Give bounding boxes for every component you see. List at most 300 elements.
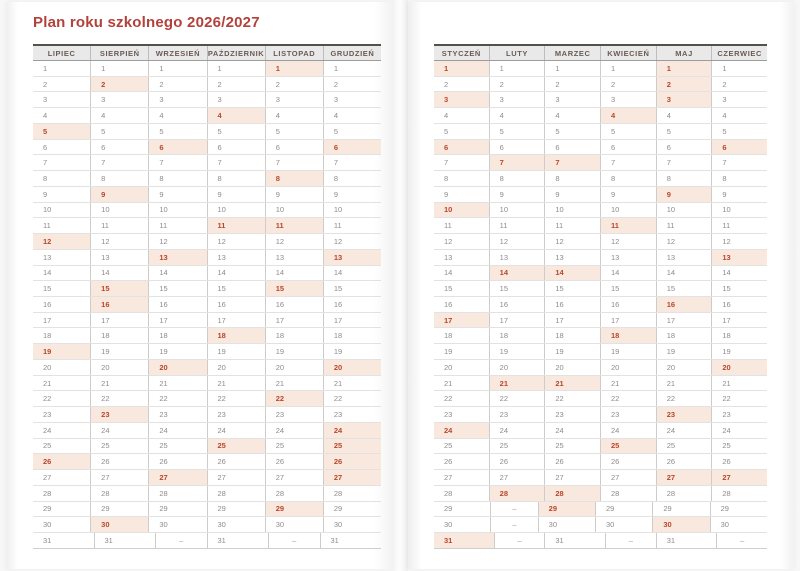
day-cell-wrzesien-16: 16 bbox=[148, 297, 206, 312]
day-cell-lipiec-9: 9 bbox=[43, 189, 48, 199]
day-cell-kwiecien-3: 3 bbox=[600, 92, 656, 107]
day-row-29 bbox=[33, 502, 381, 518]
day-cell-styczen-19: 19 bbox=[444, 347, 453, 357]
day-cell-wrzesien-21: 21 bbox=[148, 376, 206, 391]
day-cell-grudzien-31: 31 bbox=[320, 533, 382, 548]
day-cell-maj-10: 10 bbox=[656, 203, 712, 218]
day-cell-listopad-2: 2 bbox=[265, 77, 323, 92]
empty-cell-luty-30: – bbox=[490, 517, 537, 532]
day-cell-sierpien-21: 21 bbox=[90, 376, 148, 391]
day-cell-maj-9: 9 bbox=[656, 187, 712, 202]
day-cell-kwiecien-13: 13 bbox=[600, 250, 656, 265]
day-cell-czerwiec-12: 12 bbox=[711, 234, 767, 249]
day-cell-kwiecien-25: 25 bbox=[600, 439, 656, 454]
day-cell-grudzien-14: 14 bbox=[323, 266, 381, 281]
day-cell-sierpien-5: 5 bbox=[90, 124, 148, 139]
day-row-11 bbox=[33, 218, 381, 234]
day-cell-lipiec-6: 6 bbox=[43, 142, 48, 152]
day-cell-sierpien-23: 23 bbox=[90, 407, 148, 422]
day-cell-czerwiec-20: 20 bbox=[711, 360, 767, 375]
day-cell-wrzesien-28: 28 bbox=[148, 486, 206, 501]
day-cell-marzec-13: 13 bbox=[544, 250, 600, 265]
day-cell-kwiecien-20: 20 bbox=[600, 360, 656, 375]
day-cell-czerwiec-24: 24 bbox=[711, 423, 767, 438]
day-cell-grudzien-23: 23 bbox=[323, 407, 381, 422]
day-cell-sierpien-2: 2 bbox=[90, 77, 148, 92]
planner-left-page bbox=[6, 2, 392, 569]
day-cell-kwiecien-4: 4 bbox=[600, 108, 656, 123]
day-cell-czerwiec-18: 18 bbox=[711, 328, 767, 343]
day-cell-grudzien-21: 21 bbox=[323, 376, 381, 391]
day-cell-listopad-29: 29 bbox=[265, 502, 323, 517]
day-cell-kwiecien-11: 11 bbox=[600, 218, 656, 233]
day-cell-listopad-5: 5 bbox=[265, 124, 323, 139]
day-cell-styczen-6: 6 bbox=[434, 140, 489, 155]
day-cell-pazdziernik-24: 24 bbox=[207, 423, 265, 438]
day-row-2 bbox=[434, 77, 767, 93]
day-cell-maj-14: 14 bbox=[656, 266, 712, 281]
day-row-25 bbox=[33, 439, 381, 455]
day-row-7 bbox=[434, 155, 767, 171]
day-row-24 bbox=[434, 423, 767, 439]
month-header-wrzesien: WRZESIEŃ bbox=[148, 46, 206, 60]
day-row-4 bbox=[33, 108, 381, 124]
day-cell-pazdziernik-9: 9 bbox=[207, 187, 265, 202]
day-cell-pazdziernik-10: 10 bbox=[207, 203, 265, 218]
day-cell-grudzien-19: 19 bbox=[323, 344, 381, 359]
day-cell-marzec-19: 19 bbox=[544, 344, 600, 359]
day-row-13 bbox=[434, 250, 767, 266]
month-header-lipiec: LIPIEC bbox=[47, 48, 76, 58]
day-cell-styczen-30: 30 bbox=[444, 520, 453, 530]
day-row-23 bbox=[33, 407, 381, 423]
day-cell-marzec-26: 26 bbox=[544, 454, 600, 469]
day-cell-wrzesien-25: 25 bbox=[148, 439, 206, 454]
day-cell-marzec-9: 9 bbox=[544, 187, 600, 202]
day-cell-maj-7: 7 bbox=[656, 155, 712, 170]
day-cell-grudzien-5: 5 bbox=[323, 124, 381, 139]
day-row-12 bbox=[434, 234, 767, 250]
day-cell-luty-16: 16 bbox=[489, 297, 545, 312]
day-cell-styczen-27: 27 bbox=[444, 472, 453, 482]
day-row-15 bbox=[434, 281, 767, 297]
day-cell-listopad-23: 23 bbox=[265, 407, 323, 422]
day-cell-listopad-21: 21 bbox=[265, 376, 323, 391]
day-cell-pazdziernik-13: 13 bbox=[207, 250, 265, 265]
day-cell-grudzien-11: 11 bbox=[323, 218, 381, 233]
day-cell-czerwiec-16: 16 bbox=[711, 297, 767, 312]
day-cell-maj-4: 4 bbox=[656, 108, 712, 123]
day-row-17 bbox=[33, 313, 381, 329]
day-cell-wrzesien-29: 29 bbox=[148, 502, 206, 517]
day-cell-maj-26: 26 bbox=[656, 454, 712, 469]
day-cell-kwiecien-29: 29 bbox=[595, 502, 652, 517]
day-cell-grudzien-7: 7 bbox=[323, 155, 381, 170]
day-row-17 bbox=[434, 313, 767, 329]
day-cell-luty-10: 10 bbox=[489, 203, 545, 218]
day-row-22 bbox=[33, 391, 381, 407]
day-row-12 bbox=[33, 234, 381, 250]
day-row-25 bbox=[434, 439, 767, 455]
day-cell-listopad-12: 12 bbox=[265, 234, 323, 249]
day-cell-grudzien-10: 10 bbox=[323, 203, 381, 218]
day-cell-sierpien-25: 25 bbox=[90, 439, 148, 454]
day-row-1 bbox=[434, 61, 767, 77]
month-header-pazdziernik: PAŹDZIERNIK bbox=[207, 46, 265, 60]
day-cell-listopad-18: 18 bbox=[265, 328, 323, 343]
day-cell-maj-11: 11 bbox=[656, 218, 712, 233]
day-cell-pazdziernik-19: 19 bbox=[207, 344, 265, 359]
day-cell-maj-6: 6 bbox=[656, 140, 712, 155]
day-cell-sierpien-8: 8 bbox=[90, 171, 148, 186]
day-cell-listopad-16: 16 bbox=[265, 297, 323, 312]
day-cell-maj-24: 24 bbox=[656, 423, 712, 438]
day-cell-czerwiec-27: 27 bbox=[711, 470, 767, 485]
day-row-16 bbox=[33, 297, 381, 313]
day-row-1 bbox=[33, 61, 381, 77]
day-cell-maj-28: 28 bbox=[656, 486, 712, 501]
day-cell-lipiec-1: 1 bbox=[43, 63, 48, 73]
day-cell-czerwiec-22: 22 bbox=[711, 391, 767, 406]
day-cell-kwiecien-5: 5 bbox=[600, 124, 656, 139]
day-cell-marzec-11: 11 bbox=[544, 218, 600, 233]
day-cell-listopad-14: 14 bbox=[265, 266, 323, 281]
day-cell-czerwiec-11: 11 bbox=[711, 218, 767, 233]
book-spine bbox=[392, 0, 408, 571]
day-cell-wrzesien-11: 11 bbox=[148, 218, 206, 233]
day-cell-wrzesien-19: 19 bbox=[148, 344, 206, 359]
day-cell-marzec-2: 2 bbox=[544, 77, 600, 92]
day-cell-marzec-12: 12 bbox=[544, 234, 600, 249]
day-cell-lipiec-28: 28 bbox=[43, 488, 52, 498]
day-row-9 bbox=[434, 187, 767, 203]
day-cell-kwiecien-19: 19 bbox=[600, 344, 656, 359]
day-cell-lipiec-27: 27 bbox=[43, 472, 52, 482]
day-row-13 bbox=[33, 250, 381, 266]
day-cell-maj-1: 1 bbox=[656, 61, 712, 76]
planner-right-page bbox=[408, 2, 794, 569]
day-cell-luty-11: 11 bbox=[489, 218, 545, 233]
month-header-styczen: STYCZEŃ bbox=[441, 48, 481, 58]
day-cell-kwiecien-21: 21 bbox=[600, 376, 656, 391]
day-cell-pazdziernik-7: 7 bbox=[207, 155, 265, 170]
day-cell-pazdziernik-8: 8 bbox=[207, 171, 265, 186]
day-cell-listopad-9: 9 bbox=[265, 187, 323, 202]
day-cell-sierpien-27: 27 bbox=[90, 470, 148, 485]
day-cell-lipiec-13: 13 bbox=[43, 252, 52, 262]
day-cell-kwiecien-18: 18 bbox=[600, 328, 656, 343]
day-cell-maj-30: 30 bbox=[652, 517, 709, 532]
day-cell-kwiecien-2: 2 bbox=[600, 77, 656, 92]
day-cell-listopad-11: 11 bbox=[265, 218, 323, 233]
day-cell-luty-7: 7 bbox=[489, 155, 545, 170]
day-cell-czerwiec-28: 28 bbox=[711, 486, 767, 501]
day-cell-listopad-4: 4 bbox=[265, 108, 323, 123]
day-row-30 bbox=[33, 517, 381, 533]
day-cell-styczen-9: 9 bbox=[444, 189, 449, 199]
day-cell-marzec-28: 28 bbox=[544, 486, 600, 501]
day-cell-pazdziernik-16: 16 bbox=[207, 297, 265, 312]
day-row-19 bbox=[33, 344, 381, 360]
day-cell-lipiec-14: 14 bbox=[43, 268, 52, 278]
day-row-28 bbox=[33, 486, 381, 502]
day-row-27 bbox=[33, 470, 381, 486]
day-cell-maj-17: 17 bbox=[656, 313, 712, 328]
day-cell-grudzien-27: 27 bbox=[323, 470, 381, 485]
day-cell-luty-22: 22 bbox=[489, 391, 545, 406]
day-cell-lipiec-23: 23 bbox=[43, 410, 52, 420]
day-cell-wrzesien-17: 17 bbox=[148, 313, 206, 328]
day-cell-pazdziernik-12: 12 bbox=[207, 234, 265, 249]
day-cell-styczen-10: 10 bbox=[434, 203, 489, 218]
day-row-20 bbox=[33, 360, 381, 376]
day-row-5 bbox=[434, 124, 767, 140]
day-cell-sierpien-6: 6 bbox=[90, 140, 148, 155]
month-header-row bbox=[33, 46, 381, 61]
day-cell-lipiec-25: 25 bbox=[43, 441, 52, 451]
day-cell-sierpien-18: 18 bbox=[90, 328, 148, 343]
day-cell-wrzesien-9: 9 bbox=[148, 187, 206, 202]
day-cell-grudzien-29: 29 bbox=[323, 502, 381, 517]
day-cell-styczen-4: 4 bbox=[444, 111, 449, 121]
day-cell-pazdziernik-15: 15 bbox=[207, 281, 265, 296]
day-cell-czerwiec-26: 26 bbox=[711, 454, 767, 469]
day-cell-listopad-27: 27 bbox=[265, 470, 323, 485]
day-cell-czerwiec-8: 8 bbox=[711, 171, 767, 186]
day-cell-wrzesien-2: 2 bbox=[148, 77, 206, 92]
day-cell-lipiec-17: 17 bbox=[43, 315, 52, 325]
day-row-8 bbox=[434, 171, 767, 187]
day-cell-czerwiec-19: 19 bbox=[711, 344, 767, 359]
day-cell-styczen-31: 31 bbox=[434, 533, 494, 548]
day-cell-luty-4: 4 bbox=[489, 108, 545, 123]
day-row-10 bbox=[33, 203, 381, 219]
day-cell-marzec-8: 8 bbox=[544, 171, 600, 186]
day-cell-pazdziernik-26: 26 bbox=[207, 454, 265, 469]
day-row-26 bbox=[434, 454, 767, 470]
day-cell-marzec-31: 31 bbox=[544, 533, 605, 548]
day-cell-marzec-30: 30 bbox=[538, 517, 595, 532]
day-cell-sierpien-1: 1 bbox=[90, 61, 148, 76]
day-cell-czerwiec-3: 3 bbox=[711, 92, 767, 107]
day-cell-listopad-28: 28 bbox=[265, 486, 323, 501]
day-cell-kwiecien-27: 27 bbox=[600, 470, 656, 485]
day-cell-lipiec-8: 8 bbox=[43, 174, 48, 183]
day-cell-wrzesien-13: 13 bbox=[148, 250, 206, 265]
day-cell-luty-26: 26 bbox=[489, 454, 545, 469]
day-cell-styczen-22: 22 bbox=[444, 394, 453, 404]
day-cell-listopad-24: 24 bbox=[265, 423, 323, 438]
day-cell-styczen-15: 15 bbox=[444, 284, 453, 294]
month-header-grudzien: GRUDZIEŃ bbox=[323, 46, 381, 60]
day-row-14 bbox=[33, 266, 381, 282]
day-cell-maj-13: 13 bbox=[656, 250, 712, 265]
day-cell-listopad-22: 22 bbox=[265, 391, 323, 406]
day-cell-kwiecien-1: 1 bbox=[600, 61, 656, 76]
day-row-29 bbox=[434, 502, 767, 518]
day-cell-styczen-12: 12 bbox=[444, 236, 453, 246]
day-cell-marzec-22: 22 bbox=[544, 391, 600, 406]
day-cell-grudzien-3: 3 bbox=[323, 92, 381, 107]
month-header-listopad: LISTOPAD bbox=[265, 46, 323, 60]
day-cell-marzec-6: 6 bbox=[544, 140, 600, 155]
day-cell-kwiecien-12: 12 bbox=[600, 234, 656, 249]
day-cell-kwiecien-8: 8 bbox=[600, 171, 656, 186]
day-cell-lipiec-30: 30 bbox=[43, 520, 52, 530]
day-cell-sierpien-4: 4 bbox=[90, 108, 148, 123]
day-cell-styczen-16: 16 bbox=[444, 299, 453, 309]
day-cell-sierpien-11: 11 bbox=[90, 218, 148, 233]
day-cell-kwiecien-24: 24 bbox=[600, 423, 656, 438]
day-row-16 bbox=[434, 297, 767, 313]
day-cell-sierpien-15: 15 bbox=[90, 281, 148, 296]
day-cell-styczen-3: 3 bbox=[434, 92, 489, 107]
day-cell-pazdziernik-5: 5 bbox=[207, 124, 265, 139]
day-cell-styczen-26: 26 bbox=[444, 457, 453, 467]
day-cell-pazdziernik-2: 2 bbox=[207, 77, 265, 92]
day-cell-wrzesien-24: 24 bbox=[148, 423, 206, 438]
day-cell-sierpien-24: 24 bbox=[90, 423, 148, 438]
day-cell-lipiec-24: 24 bbox=[43, 425, 52, 435]
day-cell-luty-2: 2 bbox=[489, 77, 545, 92]
day-cell-lipiec-31: 31 bbox=[43, 535, 52, 545]
day-cell-wrzesien-4: 4 bbox=[148, 108, 206, 123]
day-cell-listopad-10: 10 bbox=[265, 203, 323, 218]
day-row-6 bbox=[434, 140, 767, 156]
day-cell-marzec-29: 29 bbox=[538, 502, 595, 517]
day-cell-pazdziernik-22: 22 bbox=[207, 391, 265, 406]
month-header-luty: LUTY bbox=[489, 46, 545, 60]
day-cell-wrzesien-12: 12 bbox=[148, 234, 206, 249]
day-cell-pazdziernik-4: 4 bbox=[207, 108, 265, 123]
day-cell-grudzien-26: 26 bbox=[323, 454, 381, 469]
day-cell-luty-5: 5 bbox=[489, 124, 545, 139]
day-cell-maj-31: 31 bbox=[656, 533, 717, 548]
day-cell-kwiecien-6: 6 bbox=[600, 140, 656, 155]
day-cell-sierpien-16: 16 bbox=[90, 297, 148, 312]
day-cell-marzec-10: 10 bbox=[544, 203, 600, 218]
day-cell-maj-23: 23 bbox=[656, 407, 712, 422]
day-row-15 bbox=[33, 281, 381, 297]
day-cell-wrzesien-5: 5 bbox=[148, 124, 206, 139]
day-cell-styczen-25: 25 bbox=[444, 441, 453, 451]
day-row-14 bbox=[434, 266, 767, 282]
day-cell-pazdziernik-11: 11 bbox=[207, 218, 265, 233]
day-row-6 bbox=[33, 140, 381, 156]
day-cell-grudzien-16: 16 bbox=[323, 297, 381, 312]
day-row-24 bbox=[33, 423, 381, 439]
day-row-18 bbox=[33, 328, 381, 344]
day-cell-listopad-8: 8 bbox=[265, 171, 323, 186]
day-cell-czerwiec-10: 10 bbox=[711, 203, 767, 218]
day-cell-sierpien-9: 9 bbox=[90, 187, 148, 202]
day-cell-czerwiec-1: 1 bbox=[711, 61, 767, 76]
day-cell-pazdziernik-23: 23 bbox=[207, 407, 265, 422]
day-cell-lipiec-3: 3 bbox=[43, 95, 48, 105]
day-row-2 bbox=[33, 77, 381, 93]
day-cell-pazdziernik-20: 20 bbox=[207, 360, 265, 375]
day-cell-lipiec-2: 2 bbox=[43, 79, 48, 89]
day-row-7 bbox=[33, 155, 381, 171]
day-cell-maj-29: 29 bbox=[652, 502, 709, 517]
day-row-5 bbox=[33, 124, 381, 140]
day-cell-maj-19: 19 bbox=[656, 344, 712, 359]
day-cell-czerwiec-30: 30 bbox=[710, 517, 767, 532]
day-cell-lipiec-19: 19 bbox=[33, 344, 90, 359]
day-cell-pazdziernik-3: 3 bbox=[207, 92, 265, 107]
day-row-9 bbox=[33, 187, 381, 203]
day-row-18 bbox=[434, 328, 767, 344]
day-cell-maj-15: 15 bbox=[656, 281, 712, 296]
calendar-table-left-jul-dec bbox=[33, 44, 381, 549]
day-cell-grudzien-6: 6 bbox=[323, 140, 381, 155]
day-cell-kwiecien-22: 22 bbox=[600, 391, 656, 406]
calendar-body bbox=[434, 61, 767, 548]
day-cell-luty-14: 14 bbox=[489, 266, 545, 281]
day-cell-lipiec-5: 5 bbox=[33, 124, 90, 139]
calendar-table-right-jan-jun bbox=[434, 44, 767, 549]
day-cell-styczen-2: 2 bbox=[444, 79, 449, 89]
day-row-31 bbox=[33, 533, 381, 548]
day-cell-listopad-30: 30 bbox=[265, 517, 323, 532]
day-cell-czerwiec-23: 23 bbox=[711, 407, 767, 422]
day-cell-sierpien-13: 13 bbox=[90, 250, 148, 265]
day-cell-lipiec-16: 16 bbox=[43, 299, 52, 309]
day-cell-grudzien-13: 13 bbox=[323, 250, 381, 265]
day-cell-maj-5: 5 bbox=[656, 124, 712, 139]
day-cell-lipiec-21: 21 bbox=[43, 378, 52, 388]
day-cell-czerwiec-7: 7 bbox=[711, 155, 767, 170]
day-cell-czerwiec-15: 15 bbox=[711, 281, 767, 296]
day-cell-lipiec-22: 22 bbox=[43, 394, 52, 404]
day-cell-marzec-20: 20 bbox=[544, 360, 600, 375]
day-cell-marzec-7: 7 bbox=[544, 155, 600, 170]
day-cell-marzec-3: 3 bbox=[544, 92, 600, 107]
empty-cell-wrzesien-31: – bbox=[155, 533, 207, 548]
day-cell-styczen-28: 28 bbox=[444, 488, 453, 498]
day-cell-listopad-20: 20 bbox=[265, 360, 323, 375]
day-cell-sierpien-28: 28 bbox=[90, 486, 148, 501]
day-cell-wrzesien-30: 30 bbox=[148, 517, 206, 532]
day-cell-lipiec-29: 29 bbox=[43, 504, 52, 514]
day-cell-marzec-16: 16 bbox=[544, 297, 600, 312]
day-cell-czerwiec-9: 9 bbox=[711, 187, 767, 202]
day-cell-styczen-18: 18 bbox=[444, 331, 453, 341]
day-cell-wrzesien-22: 22 bbox=[148, 391, 206, 406]
day-cell-sierpien-14: 14 bbox=[90, 266, 148, 281]
calendar-body bbox=[33, 61, 381, 548]
day-cell-marzec-15: 15 bbox=[544, 281, 600, 296]
day-cell-marzec-4: 4 bbox=[544, 108, 600, 123]
day-cell-grudzien-1: 1 bbox=[323, 61, 381, 76]
day-row-26 bbox=[33, 454, 381, 470]
day-cell-sierpien-22: 22 bbox=[90, 391, 148, 406]
day-cell-styczen-8: 8 bbox=[444, 174, 449, 183]
day-cell-lipiec-11: 11 bbox=[43, 221, 51, 231]
day-cell-wrzesien-1: 1 bbox=[148, 61, 206, 76]
day-cell-czerwiec-29: 29 bbox=[710, 502, 767, 517]
day-cell-kwiecien-10: 10 bbox=[600, 203, 656, 218]
day-cell-marzec-17: 17 bbox=[544, 313, 600, 328]
day-cell-kwiecien-26: 26 bbox=[600, 454, 656, 469]
day-cell-grudzien-28: 28 bbox=[323, 486, 381, 501]
day-cell-listopad-7: 7 bbox=[265, 155, 323, 170]
day-cell-maj-21: 21 bbox=[656, 376, 712, 391]
day-cell-grudzien-18: 18 bbox=[323, 328, 381, 343]
day-cell-pazdziernik-27: 27 bbox=[207, 470, 265, 485]
day-cell-listopad-6: 6 bbox=[265, 140, 323, 155]
day-cell-lipiec-26: 26 bbox=[33, 454, 90, 469]
